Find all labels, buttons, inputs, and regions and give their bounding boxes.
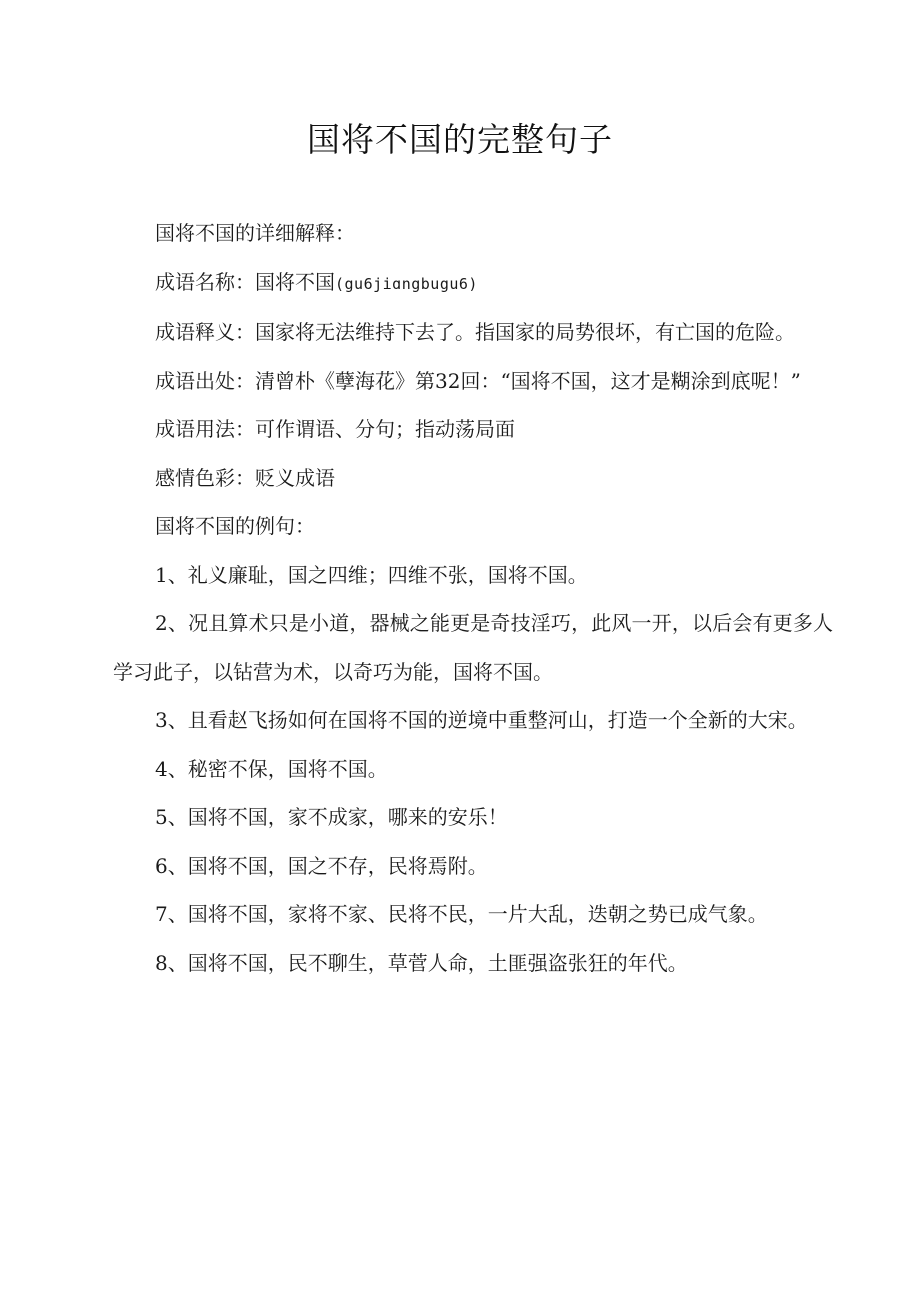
idiom-name-value: 国将不国 [255, 269, 335, 294]
idiom-usage: 成语用法：可作谓语、分句；指动荡局面 [155, 417, 515, 441]
example-sentence: 4、秘密不保，国将不国。 [155, 756, 388, 781]
explain-heading: 国将不国的详细解释： [155, 221, 355, 245]
idiom-name-label: 成语名称： [155, 269, 255, 294]
example-sentence: 5、国将不国，家不成家，哪来的安乐！ [155, 805, 508, 829]
idiom-pinyin: (gu6jiɑngbugu6) [335, 274, 478, 293]
example-sentence: 8、国将不国，民不聊生，草菅人命，土匪强盗张狂的年代。 [155, 950, 688, 975]
example-sentence: 3、且看赵飞扬如何在国将不国的逆境中重整河山，打造一个全新的大宋。 [155, 708, 808, 732]
example-sentence: 7、国将不国，家将不家、民将不民，一片大乱，迭朝之势已成气象。 [155, 902, 768, 926]
page-title: 国将不国的完整句子 [307, 120, 613, 159]
idiom-name [113, 258, 833, 309]
example-sentence: 2、况且算术只是小道，器械之能更是奇技淫巧，此风一开，以后会有更多人学习此子，以钻营为术，以奇巧为能，国将不国。 [113, 611, 833, 684]
idiom-source: 成语出处：清曾朴《孽海花》第32回：“国将不国，这才是糊涂到底呢！” [155, 368, 801, 393]
examples-heading: 国将不国的例句： [155, 514, 315, 538]
idiom-sentiment: 感情色彩：贬义成语 [155, 465, 335, 490]
example-sentence: 1、礼义廉耻，国之四维；四维不张，国将不国。 [155, 562, 588, 587]
document-body [113, 209, 833, 987]
idiom-meaning: 成语释义：国家将无法维持下去了。指国家的局势很坏，有亡国的危险。 [155, 320, 795, 344]
example-sentence: 6、国将不国，国之不存，民将焉附。 [155, 853, 488, 878]
